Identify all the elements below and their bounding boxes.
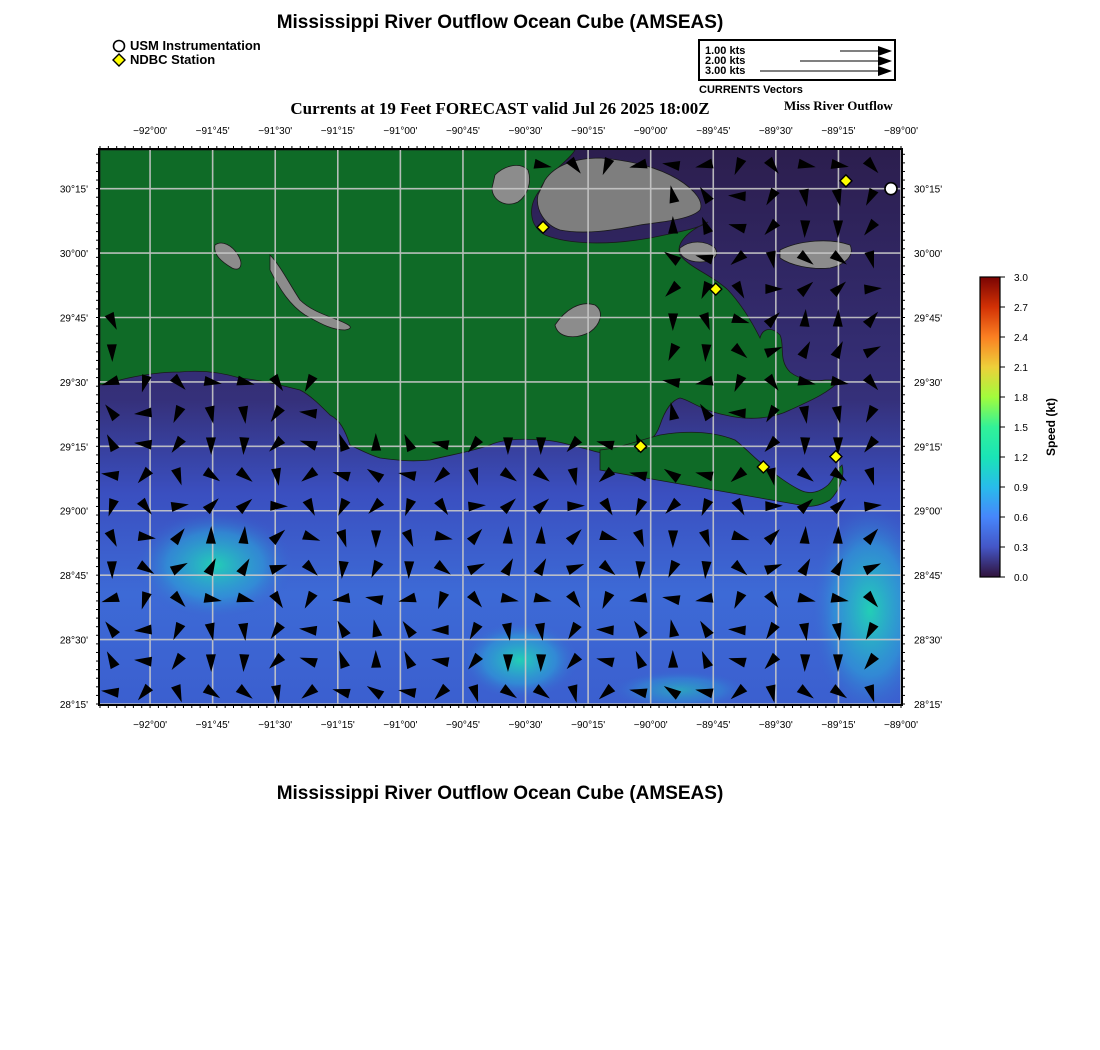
- colorbar-ticks: [1000, 273, 1028, 584]
- colorbar-tick-label: 1.8: [1014, 393, 1028, 404]
- colorbar-tick-label: 0.3: [1014, 543, 1028, 554]
- lon-tick-label: −92°00': [133, 126, 168, 137]
- colorbar-tick-label: 0.0: [1014, 573, 1028, 584]
- lon-tick-label: −89°45': [696, 126, 731, 137]
- lon-tick-label: −89°15': [821, 126, 856, 137]
- lat-axis-right: [914, 185, 942, 711]
- lon-tick-label: −91°15': [320, 126, 355, 137]
- lon-tick-label: −89°00': [884, 126, 918, 137]
- lon-tick-label: −91°45': [195, 720, 230, 731]
- colorbar: [970, 268, 1070, 588]
- lat-tick-label: 28°45': [59, 571, 88, 583]
- lat-tick-label: 30°00': [914, 249, 943, 261]
- lon-tick-label: −90°00': [633, 720, 668, 731]
- lat-tick-label: 29°30': [914, 377, 943, 389]
- legend-label-usm: USM Instrumentation: [130, 38, 261, 53]
- lat-tick-label: 29°45': [59, 313, 88, 325]
- lon-tick-label: −90°00': [633, 126, 668, 137]
- lon-tick-label: −91°00': [383, 720, 418, 731]
- lon-tick-label: −90°15': [571, 126, 606, 137]
- lon-tick-label: −90°45': [445, 720, 480, 731]
- lat-tick-label: 28°15': [59, 700, 88, 711]
- lon-tick-label: −90°15': [571, 720, 606, 731]
- lat-tick-label: 30°00': [59, 249, 88, 261]
- lon-tick-label: −91°00': [383, 126, 418, 137]
- colorbar-tick-label: 1.2: [1014, 453, 1028, 464]
- legend-label-ndbc: NDBC Station: [130, 52, 216, 67]
- lat-tick-label: 28°45': [914, 571, 943, 583]
- lon-tick-label: −89°00': [884, 720, 918, 731]
- lon-tick-label: −89°30': [758, 720, 793, 731]
- vector-key-caption: CURRENTS Vectors: [699, 84, 803, 96]
- lon-tick-label: −90°30': [508, 720, 543, 731]
- usm-station-marker[interactable]: [885, 183, 897, 195]
- page-title: Mississippi River Outflow Ocean Cube (AMSEAS): [276, 12, 724, 33]
- colorbar-tick-label: 0.9: [1014, 483, 1028, 494]
- colorbar-label: Speed (kt): [1044, 397, 1058, 457]
- lat-tick-label: 29°00': [59, 506, 88, 518]
- lon-tick-label: −92°00': [133, 720, 168, 731]
- colorbar-tick-label: 2.1: [1014, 363, 1028, 374]
- lon-tick-label: −89°30': [758, 126, 793, 137]
- lat-axis-left: [60, 185, 88, 711]
- colorbar-tick-label: 2.4: [1014, 333, 1028, 344]
- lat-tick-label: 29°30': [59, 377, 88, 389]
- lat-tick-label: 29°15': [59, 442, 88, 454]
- lon-tick-label: −90°45': [445, 126, 480, 137]
- colorbar-tick-label: 3.0: [1014, 273, 1028, 284]
- lat-tick-label: 28°15': [914, 700, 943, 711]
- region-label: Miss River Outflow: [784, 98, 893, 113]
- lat-tick-label: 29°45': [914, 313, 943, 325]
- bottom-title: Mississippi River Outflow Ocean Cube (AMSEAS): [276, 783, 724, 804]
- lat-tick-label: 29°15': [914, 442, 943, 454]
- lat-tick-label: 28°30': [914, 635, 943, 647]
- lat-tick-label: 29°00': [914, 506, 943, 518]
- colorbar-gradient: [980, 277, 1000, 577]
- map-subtitle: Currents at 19 Feet FORECAST valid Jul 26 2025 18:00Z: [290, 99, 710, 118]
- colorbar-tick-label: 2.7: [1014, 303, 1028, 314]
- lon-tick-label: −91°30': [258, 720, 293, 731]
- lon-tick-label: −89°15': [821, 720, 856, 731]
- lon-tick-label: −89°45': [696, 720, 731, 731]
- lon-tick-label: −90°30': [508, 126, 543, 137]
- lon-tick-label: −91°15': [320, 720, 355, 731]
- lat-tick-label: 30°15': [914, 184, 943, 196]
- vector-key-label: 1.00 kts: [705, 45, 746, 57]
- lon-tick-label: −91°45': [195, 126, 230, 137]
- lon-axis-bottom: [133, 720, 918, 731]
- vector-key-label: 3.00 kts: [705, 65, 746, 77]
- lat-tick-label: 30°15': [59, 184, 88, 196]
- lon-tick-label: −91°30': [258, 126, 293, 137]
- colorbar-tick-label: 0.6: [1014, 513, 1028, 524]
- lon-axis-top: [133, 126, 918, 137]
- lat-tick-label: 28°30': [59, 635, 88, 647]
- vector-key-label: 2.00 kts: [705, 55, 746, 67]
- colorbar-tick-label: 1.5: [1014, 423, 1028, 434]
